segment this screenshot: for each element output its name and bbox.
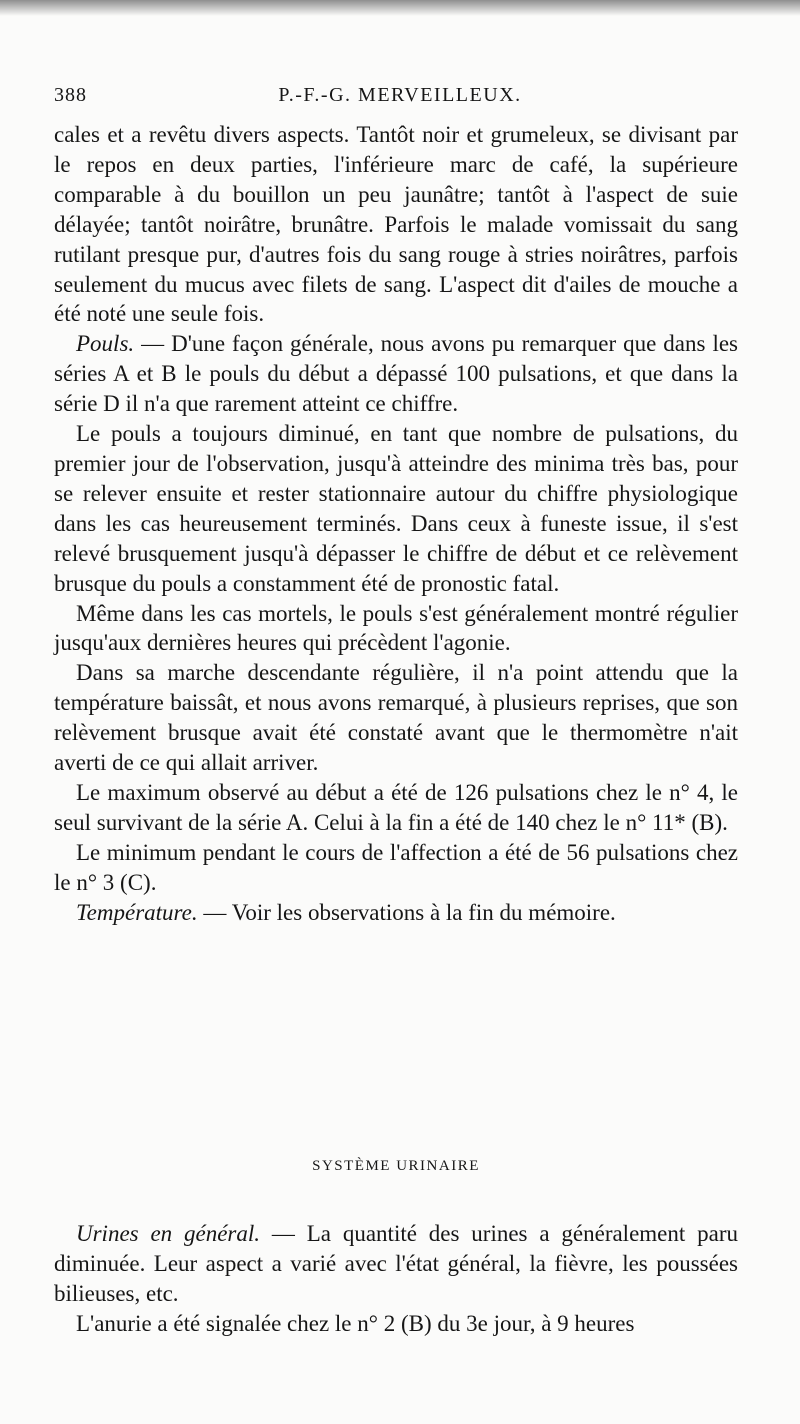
paragraph: Pouls. — D'une façon générale, nous avons pu remarquer que dans les séries A et B le pouls du début a dépassé 100 pulsations, et que dans la série D il n'a que rarement atteint ce chiffre. <box>54 331 738 417</box>
paragraph: cales et a revêtu divers aspects. Tantôt noir et grumeleux, se divisant par le repos en deux parties, l'inférieure marc de café, la supérieure comparable à du bouillon un peu jaunâtre; tantôt à l'aspect de suie délayée; tantôt noirâtre, brunâtre. Parfois le malade vomissait du sang rutilant presque pur, d'autres fois du sang rouge à stries noirâtres, parfois seulement du mucus avec filets de sang. L'aspect dit d'ailes de mouche a été noté une seule fois. <box>54 122 738 327</box>
running-head: P.-F.-G. MERVEILLEUX. <box>278 84 522 106</box>
paragraph: Le maximum observé au début a été de 126 pulsations chez le n° 4, le seul survivant de la série A. Celui à la fin a été de 140 chez le n° 11* (B). <box>54 779 738 835</box>
section-title: SYSTÈME URINAIRE <box>312 1158 480 1174</box>
paragraph: Même dans les cas mortels, le pouls s'est généralement montré régulier jusqu'aux dernières heures qui précèdent l'agonie. <box>54 600 738 656</box>
page-number: 388 <box>54 84 87 106</box>
scan-edge-shadow <box>0 0 800 16</box>
page-header <box>54 84 746 114</box>
paragraph: Température. — Voir les observations à la fin du mémoire. <box>76 899 616 925</box>
paragraph-lead: Pouls. <box>76 331 135 357</box>
paragraph: L'anurie a été signalée chez le n° 2 (B) du 3e jour, à 9 heures <box>76 1310 635 1336</box>
body-text-section <box>54 1219 738 1339</box>
paragraph-lead: Urines en général. <box>76 1221 261 1246</box>
paragraph-lead: Température. <box>76 899 198 925</box>
paragraph: Urines en général. — La quantité des urines a généralement paru diminuée. Leur aspect a varié avec l'état général, la fièvre, les poussées bilieuses, etc. <box>54 1221 738 1306</box>
paragraph: Le pouls a toujours diminué, en tant que nombre de pulsations, du premier jour de l'observation, jusqu'à atteindre des minima très bas, pour se relever ensuite et rester stationnaire autour du chiffre physiologique dans les cas heureusement terminés. Dans ceux à funeste issue, il s'est relevé brusquement jusqu'à dépasser le chiffre de début et ce relèvement brusque du pouls a constamment été de pronostic fatal. <box>54 421 738 596</box>
body-text <box>54 120 738 927</box>
paragraph: Dans sa marche descendante régulière, il n'a point attendu que la température baissât, et nous avons remarqué, à plusieurs reprises, que son relèvement brusque avait été constaté avant que le thermomètre n'ait averti de ce qui allait arriver. <box>54 660 738 776</box>
paragraph: Le minimum pendant le cours de l'affection a été de 56 pulsations chez le n° 3 (C). <box>54 839 738 895</box>
